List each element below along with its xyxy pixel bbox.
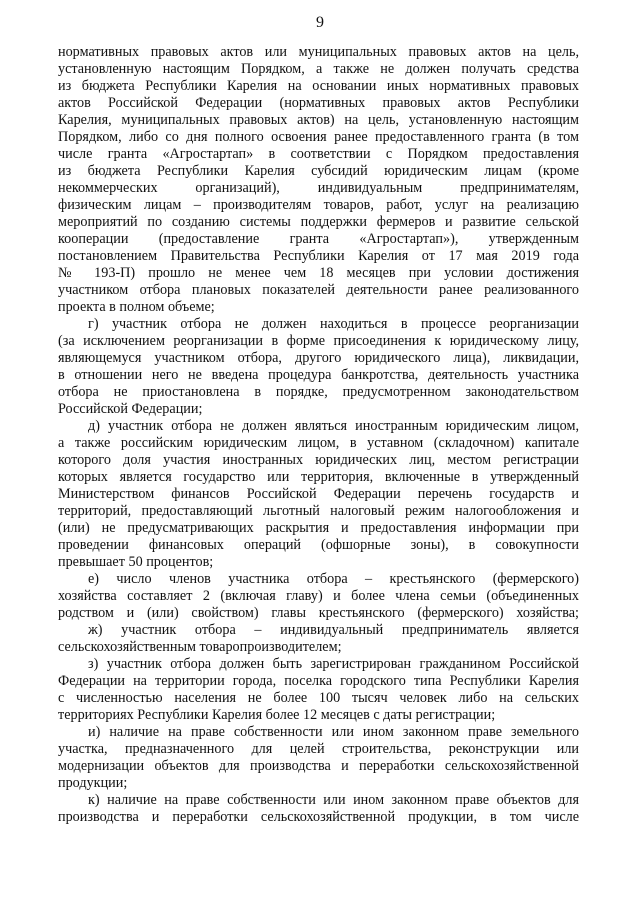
- text-line: которых является государство или территория, включенные в утвержденный: [58, 469, 579, 485]
- text-line: мероприятий по созданию системы поддержки фермеров и развитие сельской: [58, 214, 579, 230]
- text-line: Порядком, либо со дня полного освоения ранее предоставленного гранта (в том: [58, 129, 579, 145]
- text-line: проведении финансовых операций (офшорные зоны), в совокупности: [58, 537, 579, 553]
- text-line: в отношении него не введена процедура банкротства, деятельность участника: [58, 367, 579, 383]
- text-line: превышает 50 процентов;: [58, 554, 214, 570]
- text-line: установленную настоящим Порядком, а также не должен получать средства: [58, 61, 579, 77]
- text-line: физическим лицам – производителям товаров, работ, услуг на реализацию: [58, 197, 579, 213]
- text-line: участником отбора плановых показателей деятельности ранее реализованного: [58, 282, 579, 298]
- text-line: родством и (или) свойством) главы крестьянского (фермерского) хозяйства;: [58, 605, 579, 621]
- text-line: модернизации объектов для производства и переработки сельскохозяйственной: [58, 758, 579, 774]
- text-line: нормативных правовых актов или муниципальных правовых актов на цель,: [58, 44, 579, 60]
- text-line: и) наличие на праве собственности или ином законном праве земельного: [88, 724, 579, 740]
- text-line: из бюджета Республики Карелия субсидий юридическим лицам (кроме: [58, 163, 579, 179]
- text-line: являющемуся участником отбора, другого юридического лица), ликвидации,: [58, 350, 579, 366]
- text-line: постановлением Правительства Республики Карелия от 17 мая 2019 года: [58, 248, 579, 264]
- text-line: территориях Республики Карелия более 12 месяцев с даты регистрации;: [58, 707, 496, 723]
- text-line: Карелия, муниципальных правовых актов) на цель, установленную настоящим: [58, 112, 579, 128]
- text-line: Министерством финансов Российской Федерации перечень государств и: [58, 486, 579, 502]
- text-line: (или) не предусматривающих раскрытия и предоставления информации при: [58, 520, 579, 536]
- text-line: участка, предназначенного для целей строительства, реконструкции или: [58, 741, 579, 757]
- text-line: з) участник отбора должен быть зарегистрирован гражданином Российской: [88, 656, 579, 672]
- text-line: а также российским юридическим лицом, в уставном (складочном) капитале: [58, 435, 579, 451]
- text-line: продукции;: [58, 775, 128, 791]
- text-line: с численностью населения не более 100 тысяч человек либо на сельских: [58, 690, 579, 706]
- document-body: [58, 44, 579, 826]
- page-number: 9: [316, 14, 324, 31]
- text-line: которого доля участия иностранных юридических лиц, местом регистрации: [58, 452, 579, 468]
- text-line: кооперации (предоставление гранта «Агростартап»), утвержденным: [58, 231, 579, 247]
- text-line: актов Российской Федерации (нормативных правовых актов Республики: [58, 95, 579, 111]
- text-line: отбора не приостановлена в порядке, предусмотренном законодательством: [58, 384, 579, 400]
- text-line: хозяйства составляет 2 (включая главу) и более члена семьи (объединенных: [58, 588, 579, 604]
- text-line: г) участник отбора не должен находиться в процессе реорганизации: [88, 316, 579, 332]
- text-line: ж) участник отбора – индивидуальный предприниматель является: [88, 622, 579, 638]
- text-line: к) наличие на праве собственности или ином законном праве объектов для: [88, 792, 579, 808]
- text-line: некоммерческих организаций), индивидуальным предпринимателям,: [58, 180, 579, 196]
- text-line: Федерации на территории города, поселка городского типа Республики Карелия: [58, 673, 579, 689]
- text-line: д) участник отбора не должен являться иностранным юридическим лицом,: [88, 418, 579, 434]
- text-line: проекта в полном объеме;: [58, 299, 215, 315]
- text-line: Российской Федерации;: [58, 401, 203, 417]
- text-line: производства и переработки сельскохозяйственной продукции, в том числе: [58, 809, 579, 825]
- text-line: числе гранта «Агростартап» в соответствии с Порядком предоставления: [58, 146, 579, 162]
- text-line: сельскохозяйственным товаропроизводителем;: [58, 639, 342, 655]
- text-line: (за исключением реорганизации в форме присоединения к юридическому лицу,: [58, 333, 579, 349]
- text-line: № 193-П) прошло не менее чем 18 месяцев при условии достижения: [58, 265, 579, 281]
- text-line: е) число членов участника отбора – крестьянского (фермерского): [88, 571, 579, 587]
- text-line: территорий, предоставляющий льготный налоговый режим налогообложения и: [58, 503, 579, 519]
- text-line: из бюджета Республики Карелия на основании иных нормативных правовых: [58, 78, 579, 94]
